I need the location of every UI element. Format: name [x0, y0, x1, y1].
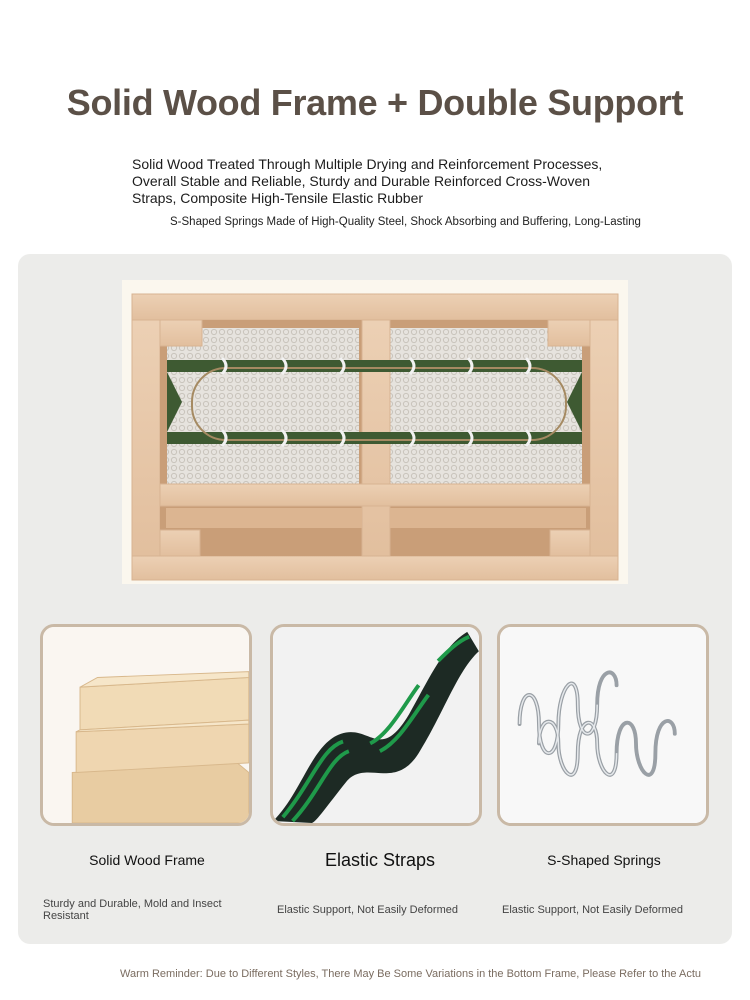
s-spring-image [500, 627, 706, 823]
elastic-straps-title: Elastic Straps [324, 850, 436, 870]
s-springs-desc: Elastic Support, Not Easily Deformed [502, 904, 683, 916]
wood-frame-card [40, 624, 252, 826]
spring-description: S-Shaped Springs Made of High-Quality Steel, Shock Absorbing and Buffering, Long-Lasting [170, 216, 641, 228]
frame-description: Solid Wood Treated Through Multiple Drying and Reinforcement Processes, Overall Stable and Reliable, Sturdy and Durable Reinforced Cross-Woven Straps, Composite High-Tensile Elastic Rubber [132, 156, 603, 206]
wood-frame-title: Solid Wood Frame [89, 852, 205, 868]
page-title: Solid Wood Frame + Double Support [66, 82, 684, 123]
warm-reminder: Warm Reminder: Due to Different Styles, There May Be Some Variations in the Bottom Frame, Please Refer to the Actu [120, 968, 702, 980]
wood-planks-image [43, 627, 249, 823]
sofa-frame-illustration [122, 280, 628, 584]
elastic-straps-card [270, 624, 482, 826]
s-springs-title: S-Shaped Springs [547, 852, 661, 868]
wood-frame-desc: Sturdy and Durable, Mold and Insect Resistant [43, 898, 222, 922]
s-springs-card [497, 624, 709, 826]
elastic-strap-image [273, 627, 479, 823]
elastic-straps-desc: Elastic Support, Not Easily Deformed [277, 904, 458, 916]
